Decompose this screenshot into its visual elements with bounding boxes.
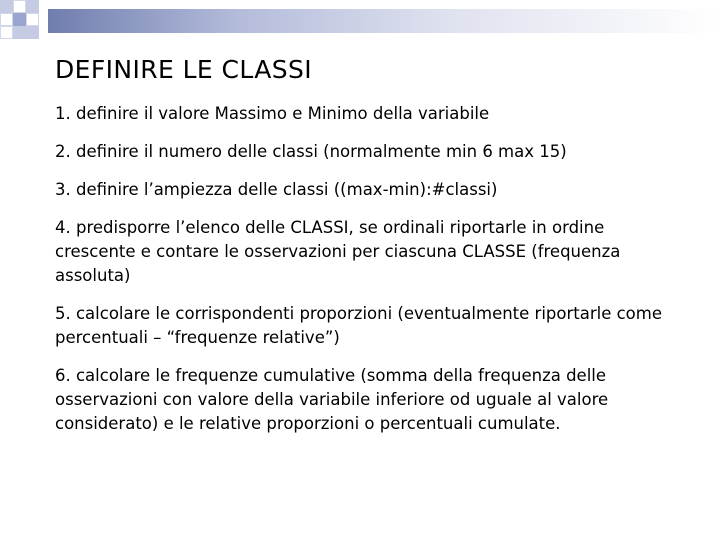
decor-square bbox=[13, 26, 26, 39]
decor-square bbox=[26, 0, 39, 13]
header-banner bbox=[46, 9, 720, 33]
list-item: 4. predisporre l’elenco delle CLASSI, se ordinali riportarle in ordine crescente e contare le osservazioni per ciascuna CLASSE (frequenza assoluta) bbox=[55, 218, 621, 285]
decor-square bbox=[0, 0, 13, 13]
slide-title: DEFINIRE LE CLASSI bbox=[55, 55, 313, 84]
decor-square bbox=[13, 0, 26, 13]
decor-square bbox=[0, 13, 13, 26]
steps-list bbox=[55, 102, 685, 450]
list-item: 2. definire il numero delle classi (normalmente min 6 max 15) bbox=[55, 142, 567, 161]
list-item: 5. calcolare le corrispondenti proporzioni (eventualmente riportarle come percentuali – “frequenze relative”) bbox=[55, 304, 663, 347]
decor-square bbox=[0, 26, 13, 39]
decor-square bbox=[26, 26, 39, 39]
list-item: 1. definire il valore Massimo e Minimo della variabile bbox=[55, 104, 490, 123]
list-item: 6. calcolare le frequenze cumulative (somma della frequenza delle osservazioni con valore della variabile inferiore od uguale al valore considerato) e le relative proporzioni o percentuali cumulate. bbox=[55, 366, 609, 433]
list-item: 3. definire l’ampiezza delle classi ((max-min):#classi) bbox=[55, 180, 498, 199]
banner-gap bbox=[42, 9, 48, 33]
decor-square bbox=[13, 13, 26, 26]
decor-square bbox=[26, 13, 39, 26]
